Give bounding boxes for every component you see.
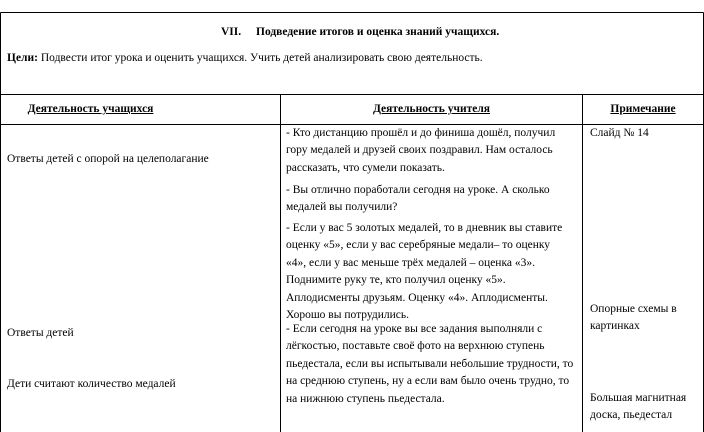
header-students: Деятельность учащихся (27, 103, 154, 115)
teacher-paragraph (286, 182, 550, 217)
teacher-line: Аплодисменты друзьям. Оценку «4». Аплодисменты. (286, 291, 548, 304)
teacher-line: - Если у вас 5 золотых медалей, то в дневник вы ставите (286, 222, 563, 234)
students-item: Дети считают количество медалей (7, 378, 176, 390)
teacher-line: Хорошо вы потрудились. (286, 309, 410, 322)
teacher-line: «4», если у вас меньше трёх медалей – оценка «3». (286, 256, 535, 269)
teacher-line: медалей вы получили? (286, 201, 398, 214)
section-number: VII. (221, 26, 242, 38)
teacher-line: гору медалей и друзей своих поздравил. Нам осталось (286, 144, 553, 157)
teacher-line: Поднимите руку те, кто получил оценку «5». (286, 274, 506, 287)
teacher-line: пьедестала, если вы испытывали небольшие трудности, то (286, 357, 574, 370)
teacher-line: - Если сегодня на уроке вы все задания выполняли с (286, 323, 543, 335)
note-line: Слайд № 14 (590, 127, 649, 139)
header-note: Примечание (610, 103, 676, 115)
students-item: Ответы детей (7, 327, 74, 339)
teacher-line: на нижнюю ступень пьедестала. (286, 392, 445, 405)
students-item: Ответы детей с опорой на целеполагание (7, 153, 209, 165)
note-line: доска, пьедестал (590, 409, 673, 422)
note-item (590, 301, 677, 336)
teacher-line: рассказать, что сумели показать. (286, 161, 445, 174)
section-title: Подведение итогов и оценка знаний учащихся. (256, 26, 500, 38)
goals-text: Подвести итог урока и оценить учащихся. Учить детей анализировать свою деятельность. (37, 52, 483, 64)
teacher-line: - Вы отлично поработали сегодня на уроке. А сколько (286, 184, 550, 196)
note-line: Опорные схемы в (590, 303, 677, 315)
note-line: Большая магнитная (590, 392, 687, 404)
goals-label: Цели: (7, 52, 38, 64)
goals-line (7, 50, 483, 67)
teacher-line: на среднюю ступень, ну а если вам было очень трудно, то (286, 375, 570, 388)
teacher-paragraph (286, 125, 555, 177)
teacher-line: лёгкостью, поставьте своё фото на верхнюю ступень (286, 340, 545, 353)
teacher-line: - Кто дистанцию прошёл и до финиша дошёл, получил (286, 127, 556, 139)
header-teacher: Деятельность учителя (372, 103, 491, 115)
note-item (590, 125, 649, 142)
teacher-line: оценку «5», если у вас серебряные медали– то оценку (286, 239, 551, 252)
note-item (590, 390, 686, 425)
note-line: картинках (590, 320, 640, 333)
teacher-paragraph (286, 220, 562, 324)
teacher-paragraph (286, 321, 573, 408)
